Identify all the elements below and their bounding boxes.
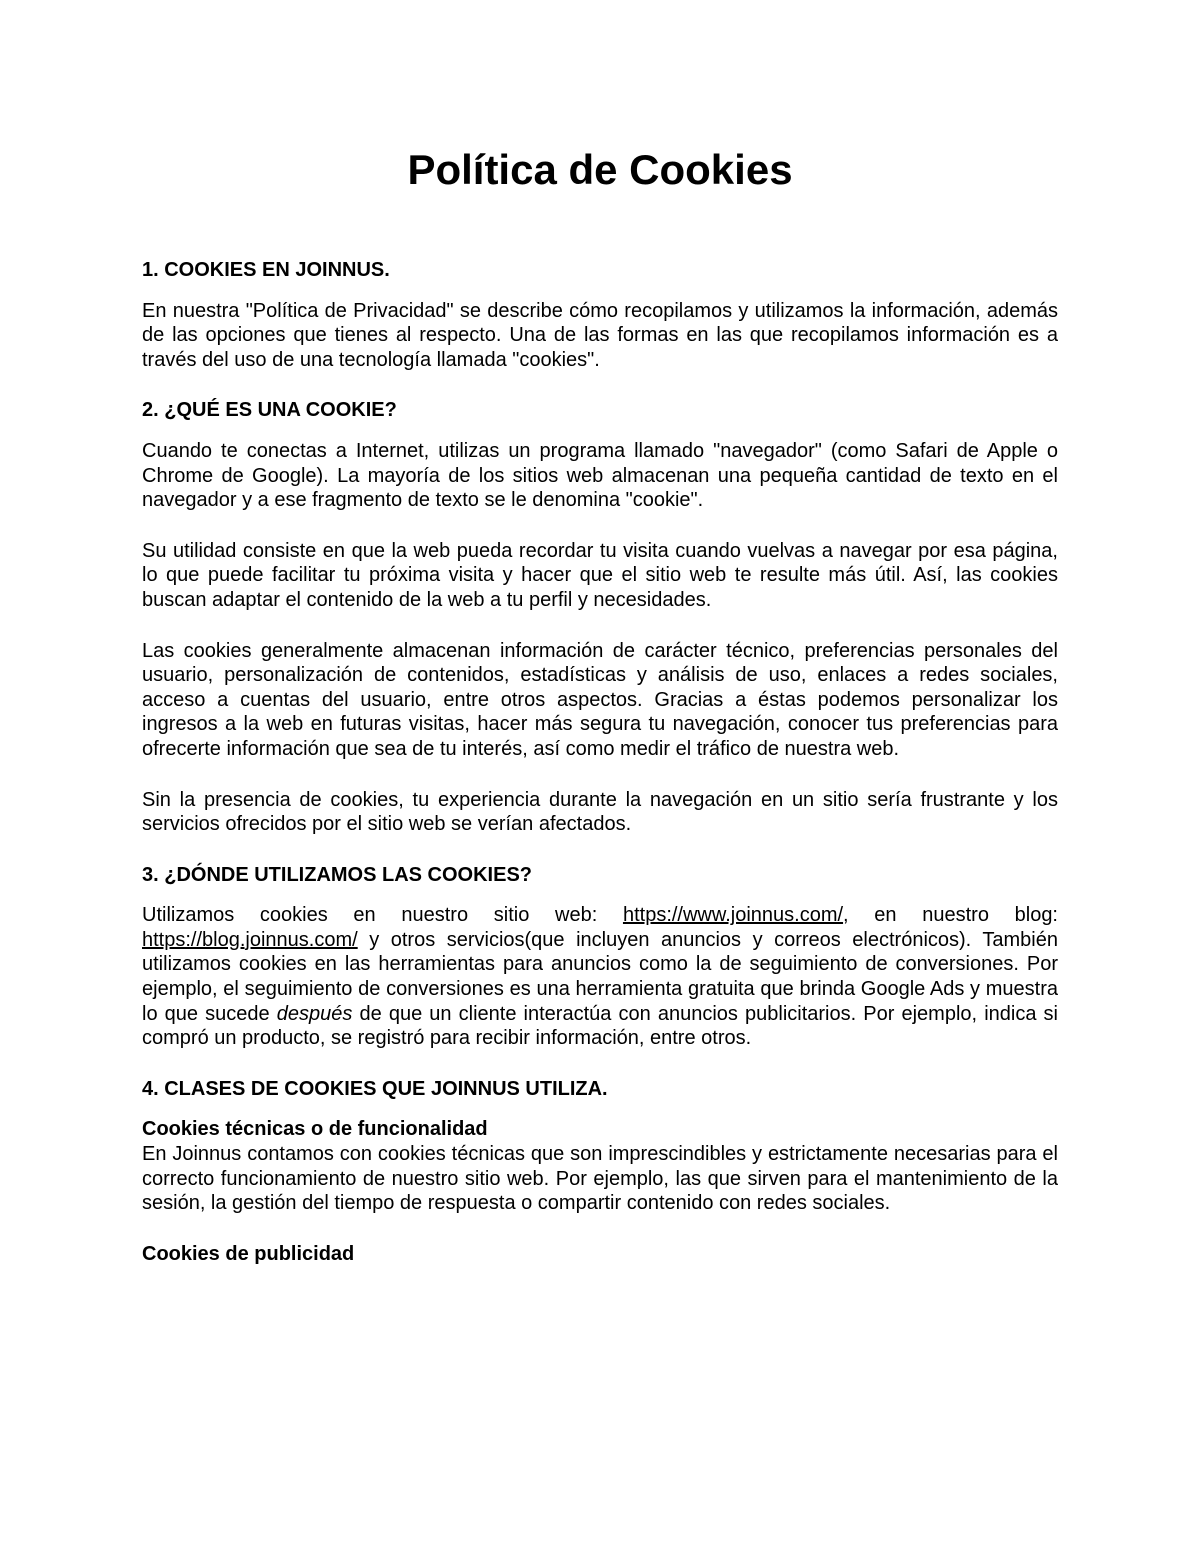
document-page: [142, 140, 1058, 1266]
paragraph: Sin la presencia de cookies, tu experiencia durante la navegación en un sitio sería frustrante y los servicios ofrecidos por el sitio web se verían afectados.: [142, 788, 1058, 836]
section-cookies-en-joinnus: [142, 258, 1058, 372]
text-run: de que un cliente interactúa con anuncios publicitarios. Por ejemplo, indica si compró un producto, se registró para recibir información, entre otros.: [142, 1002, 1058, 1050]
text-run: Utilizamos cookies en nuestro sitio web:: [142, 904, 623, 927]
section-heading: 3. ¿DÓNDE UTILIZAMOS LAS COOKIES?: [142, 863, 533, 886]
paragraph: Cuando te conectas a Internet, utilizas un programa llamado "navegador" (como Safari de Apple o Chrome de Google). La mayoría de los sitios web almacenan una pequeña cantidad de texto en el navegador y a ese fragmento de texto se le denomina "cookie".: [142, 439, 1058, 512]
text-run: y otros servicios(que incluyen anuncios y correos electrónicos). También utilizamos cookies en las herramientas para anuncios como la de seguimiento de conversiones. Por ejemplo, el seguimiento de conversiones es una herramienta gratuita que brinda Google Ads y muestra lo que sucede: [142, 928, 1058, 1025]
paragraph: En Joinnus contamos con cookies técnicas que son imprescindibles y estrictamente necesarias para el correcto funcionamiento de nuestro sitio web. Por ejemplo, las que sirven para el mantenimiento de la sesión, la gestión del tiempo de respuesta o compartir contenido con redes sociales.: [142, 1143, 1058, 1215]
subsection-heading: Cookies de publicidad: [142, 1242, 355, 1265]
document-title: Política de Cookies: [407, 146, 793, 193]
section-donde-utilizamos: [142, 863, 1058, 1051]
section-heading: 4. CLASES DE COOKIES QUE JOINNUS UTILIZA.: [142, 1077, 608, 1100]
paragraph: Su utilidad consiste en que la web pueda recordar tu visita cuando vuelvas a navegar por esa página, lo que puede facilitar tu próxima visita y hacer que el sitio web te resulte más útil. Así, las cookies buscan adaptar el contenido de la web a tu perfil y necesidades.: [142, 539, 1058, 611]
paragraph: [142, 903, 1058, 1051]
joinnus-site-link[interactable]: https://www.joinnus.com/: [622, 904, 844, 927]
joinnus-blog-link[interactable]: https://blog.joinnus.com/: [142, 928, 358, 951]
section-heading: 1. COOKIES EN JOINNUS.: [142, 259, 390, 281]
subsection-heading: Cookies técnicas o de funcionalidad: [142, 1118, 488, 1141]
section-heading: 2. ¿QUÉ ES UNA COOKIE?: [142, 399, 397, 422]
paragraph: En nuestra "Política de Privacidad" se describe cómo recopilamos y utilizamos la información, además de las opciones que tienes al respecto. Una de las formas en las que recopilamos información es a través del uso de una tecnología llamada "cookies".: [142, 299, 1058, 371]
section-clases-de-cookies: [142, 1077, 1058, 1267]
emphasis-text: después: [276, 1002, 353, 1025]
section-que-es-una-cookie: [142, 398, 1058, 836]
text-run: , en nuestro blog:: [843, 904, 1058, 927]
paragraph: Las cookies generalmente almacenan información de carácter técnico, preferencias personales del usuario, personalización de contenidos, estadísticas y análisis de uso, enlaces a redes sociales, acceso a cuentas del usuario, entre otros aspectos. Gracias a éstas podemos personalizar los ingresos a la web en futuras visitas, hacer más segura tu navegación, conocer tus preferencias para ofrecerte información que sea de tu interés, así como medir el tráfico de nuestra web.: [142, 639, 1058, 760]
